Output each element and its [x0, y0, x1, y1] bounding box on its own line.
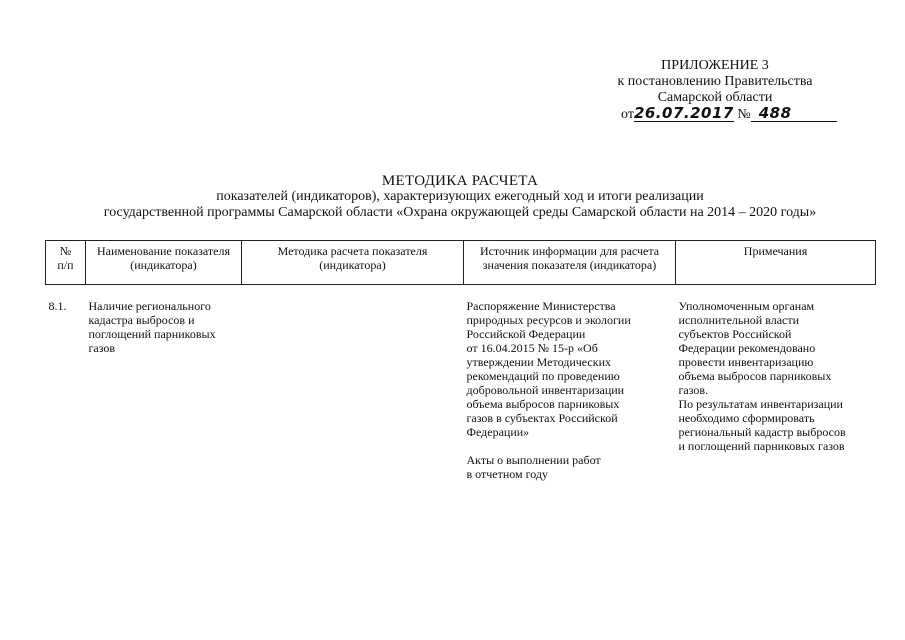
header-number: № п/п [46, 241, 86, 285]
header-information-source: Источник информации для расчета значения показателя (индикатора) [464, 241, 676, 285]
table-row [46, 285, 876, 482]
indicators-table-wrap [45, 240, 875, 481]
document-title-block [20, 173, 900, 221]
document-subtitle-line-1: показателей (индикаторов), характеризующих ежегодный ход и итоги реализации [216, 189, 704, 204]
row-information-source [464, 285, 676, 482]
appendix-date-number-line [585, 106, 845, 123]
table-header-row [46, 241, 876, 285]
number-prefix: № [737, 107, 751, 122]
handwritten-date: 26.07.2017 [633, 104, 734, 122]
appendix-title: ПРИЛОЖЕНИЕ 3 [661, 58, 769, 73]
document-title: МЕТОДИКА РАСЧЕТА [381, 173, 539, 189]
date-prefix: от [621, 107, 634, 122]
row-indicator-name: Наличие регионального кадастра выбросов и поглощений парниковых газов [88, 299, 216, 355]
document-subtitle-line-2: государственной программы Самарской области «Охрана окружающей среды Самарской области на 2014 – 2020 годы» [103, 205, 817, 220]
row-notes: Уполномоченным органам исполнительной власти субъектов Российской Федерации рекомендовано провести инвентаризацию объема выбросов парниковых газов. По результатам инвентаризации необходимо сформировать региональный кадастр выбросов и поглощений парниковых газов [678, 299, 846, 453]
appendix-header [585, 58, 845, 123]
row-calculation-method [242, 285, 464, 482]
appendix-line-region: Самарской области [657, 90, 773, 105]
header-indicator-name: Наименование показателя (индикатора) [86, 241, 242, 285]
source-acts-text: Акты о выполнении работ в отчетном году [466, 453, 601, 481]
header-calculation-method: Методика расчета показателя (индикатора) [242, 241, 464, 285]
source-decree-text: Распоряжение Министерства природных ресурсов и экологии Российской Федерации от 16.04.2015 № 15-р «Об утверждении Методических рекомендаций по проведению добровольной инвентаризации объема выбросов парниковых газов в субъектах Российской Федерации» [466, 299, 631, 439]
row-number: 8.1. [48, 299, 67, 313]
indicators-table [45, 240, 876, 481]
header-notes: Примечания [676, 241, 876, 285]
appendix-line-decree: к постановлению Правительства [617, 74, 813, 89]
handwritten-number: 488 [751, 106, 837, 122]
